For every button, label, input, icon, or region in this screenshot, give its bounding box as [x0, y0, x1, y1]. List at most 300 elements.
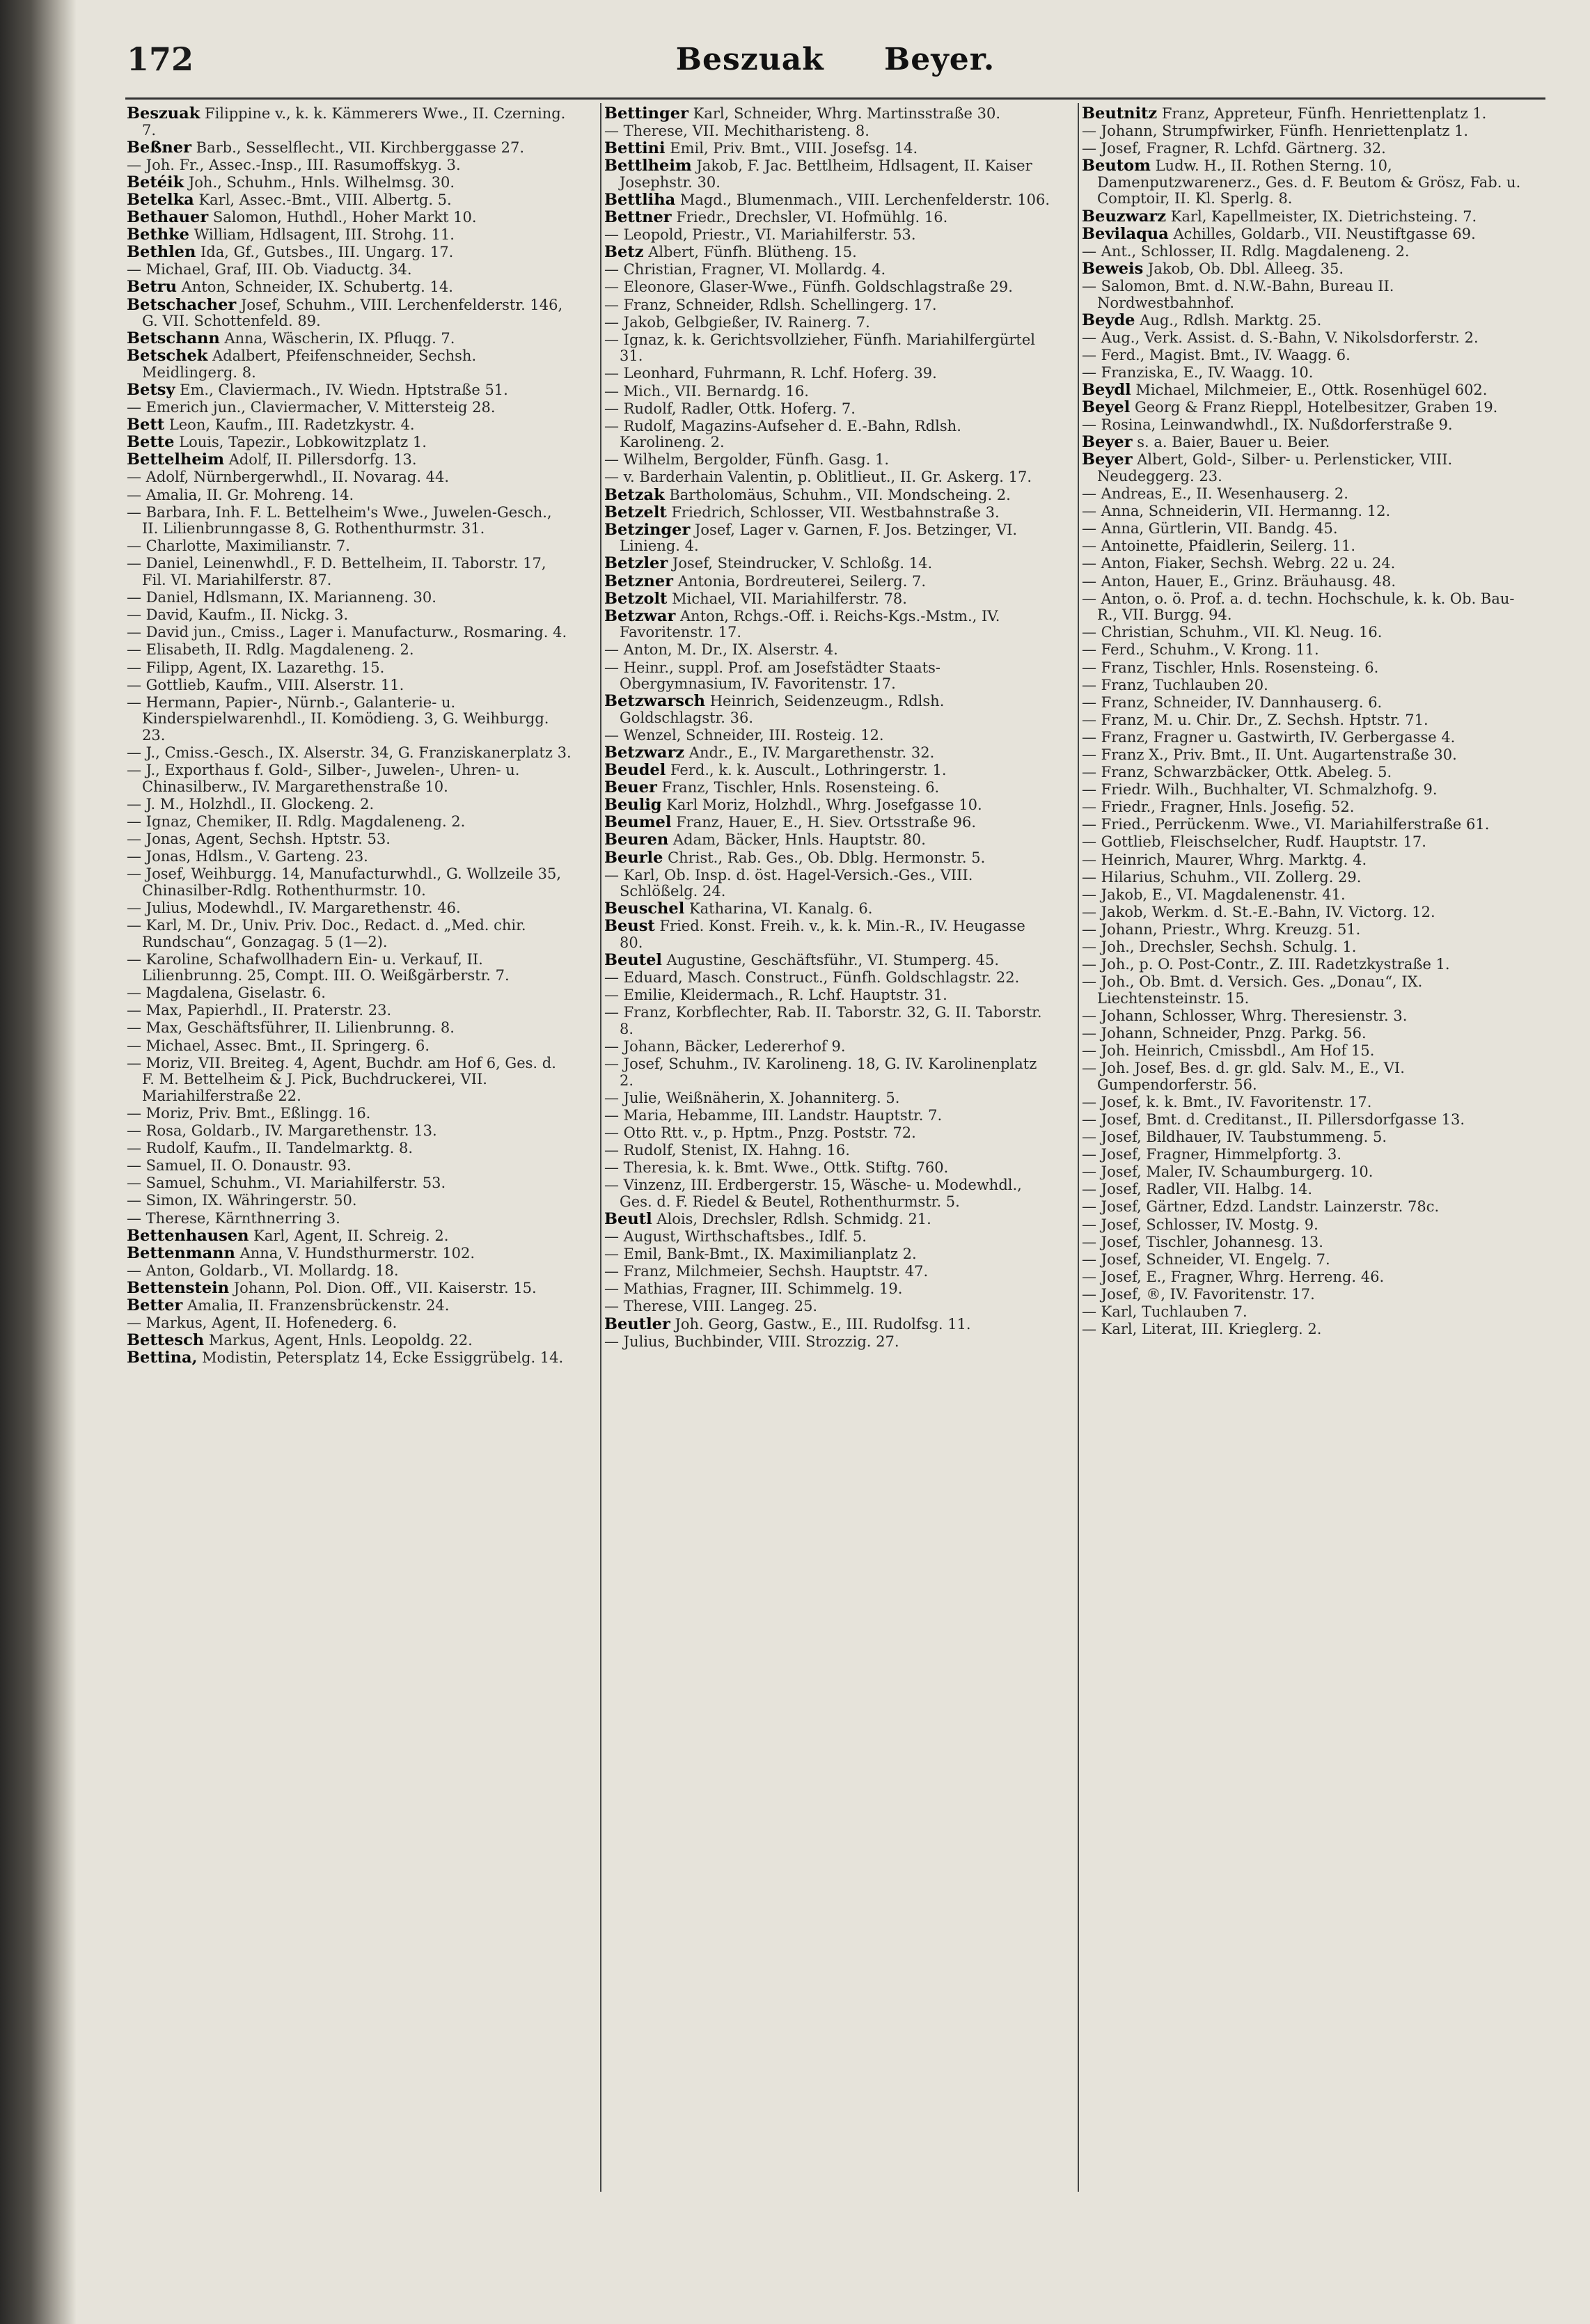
entry-surname: Bethlen: [127, 243, 196, 262]
entry-details: Adolf, II. Pillersdorfg. 13.: [228, 451, 417, 469]
directory-entry: [1082, 556, 1527, 572]
entry-details: — Josef, Fragner, Himmelpfortg. 3.: [1082, 1146, 1342, 1163]
entry-details: — Franz, Tischler, Hnls. Rosensteing. 6.: [1082, 659, 1379, 676]
entry-details: — Theresia, k. k. Bmt. Wwe., Ottk. Stiftg. 760.: [604, 1159, 949, 1177]
entry-surname: Betzwarsch: [604, 692, 706, 711]
entry-surname: Bettenstein: [127, 1278, 230, 1297]
entry-details: — Josef, Tischler, Johannesg. 13.: [1082, 1233, 1323, 1250]
entry-details: — Wilhelm, Bergolder, Fünfh. Gasg. 1.: [604, 451, 890, 469]
entry-surname: Beuzwarz: [1082, 207, 1167, 226]
entry-details: — Moriz, VII. Breiteg. 4, Agent, Buchdr. am Hof 6, Ges. d. F. M. Bettelheim & J. Pick, Buchdruckerei, VII. Mariahilferstraße 22.: [127, 1054, 556, 1104]
directory-entry: [604, 332, 1050, 365]
entry-surname: Bevilaqua: [1082, 224, 1169, 243]
directory-entry: [1082, 1094, 1527, 1111]
directory-entry: [127, 297, 572, 330]
entry-details: Ida, Gf., Gutsbes., III. Ungarg. 17.: [200, 244, 454, 261]
entry-surname: Beuer: [604, 778, 657, 797]
directory-entry: [1082, 503, 1527, 520]
entry-details: — Karl, Ob. Insp. d. öst. Hagel-Versich.-Ges., VIII. Schlößelg. 24.: [604, 866, 973, 900]
entry-details: — Friedr. Wilh., Buchhalter, VI. Schmalzhofg. 9.: [1082, 781, 1438, 799]
directory-entry: [1082, 1147, 1527, 1163]
entry-details: — Ant., Schlosser, II. Rdlg. Magdaleneng. 2.: [1082, 242, 1410, 260]
directory-entry: [604, 192, 1050, 209]
entry-details: — Maria, Hebamme, III. Landstr. Hauptstr. 7.: [604, 1106, 943, 1124]
entry-details: — Barbara, Inh. F. L. Bettelheim's Wwe., Juwelen-Gesch., II. Lilienbrunngasse 8, G. Rothenthurmstr. 31.: [127, 503, 552, 537]
directory-entry: [604, 1160, 1050, 1177]
entry-surname: Betzelt: [604, 503, 667, 521]
directory-entry: [604, 1298, 1050, 1315]
entry-details: Franz, Appreteur, Fünfh. Henriettenplatz 1.: [1161, 106, 1487, 122]
entry-surname: Betzner: [604, 572, 674, 590]
entry-details: Andr., E., IV. Margarethenstr. 32.: [688, 744, 935, 761]
directory-entry: [604, 262, 1050, 278]
entry-details: — Leonhard, Fuhrmann, R. Lchf. Hoferg. 39.: [604, 365, 937, 382]
entry-details: — Max, Geschäftsführer, II. Lilienbrunng. 8.: [127, 1019, 455, 1037]
directory-entry: [604, 106, 1050, 123]
directory-entry: [1082, 1321, 1527, 1338]
directory-entry: [1082, 313, 1527, 329]
entry-surname: Beurle: [604, 848, 663, 867]
entry-details: — Michael, Assec. Bmt., II. Springerg. 6.: [127, 1037, 430, 1054]
entry-details: — Filipp, Agent, IX. Lazarethg. 15.: [127, 659, 385, 676]
directory-entry: [604, 728, 1050, 744]
directory-entry: [604, 1143, 1050, 1159]
directory-entry: [604, 591, 1050, 608]
directory-entry: [1082, 695, 1527, 712]
directory-entry: [604, 123, 1050, 140]
entry-details: — Anton, Goldarb., VI. Mollardg. 18.: [127, 1262, 399, 1279]
directory-entry: [604, 867, 1050, 900]
entry-details: — Aug., Verk. Assist. d. S.-Bahn, V. Nikolsdorferstr. 2.: [1082, 329, 1479, 346]
directory-entry: [1082, 852, 1527, 869]
directory-entry: [1082, 1008, 1527, 1025]
directory-entry: [127, 348, 572, 381]
entry-details: — Josef, Weihburgg. 14, Manufacturwhdl., G. Wollzeile 35, Chinasilber-Rdlg. Rothenthurmstr. 10.: [127, 865, 562, 899]
directory-entry: [604, 1090, 1050, 1107]
entry-details: — Johann, Schlosser, Whrg. Theresienstr. 3.: [1082, 1007, 1408, 1024]
directory-entry: [1082, 747, 1527, 764]
directory-entry: [127, 952, 572, 984]
entry-details: — v. Barderhain Valentin, p. Oblitlieut., II. Gr. Askerg. 17.: [604, 469, 1032, 486]
directory-entry: [604, 1264, 1050, 1280]
directory-entry: [1082, 625, 1527, 641]
entry-details: — Magdalena, Giselastr. 6.: [127, 984, 326, 1002]
entry-details: — Wenzel, Schneider, III. Rosteig. 12.: [604, 726, 884, 744]
directory-entry: [127, 1243, 572, 1262]
entry-details: — Mich., VII. Bernardg. 16.: [604, 382, 809, 400]
directory-entry: [127, 1333, 572, 1349]
directory-entry: [1082, 782, 1527, 799]
entry-details: — Anna, Gürtlerin, VII. Bandg. 45.: [1082, 520, 1338, 537]
directory-entry: [127, 1123, 572, 1140]
entry-details: — Jakob, Werkm. d. St.-E.-Bahn, IV. Victorg. 12.: [1082, 903, 1435, 920]
entry-details: — Karl, Tuchlauben 7.: [1082, 1303, 1247, 1320]
entry-surname: Beyer: [1082, 433, 1133, 452]
entry-details: — Eleonore, Glaser-Wwe., Fünfh. Goldschlagstraße 29.: [604, 278, 1013, 296]
entry-surname: Better: [127, 1296, 183, 1314]
entry-details: — Josef, E., Fragner, Whrg. Herreng. 46.: [1082, 1268, 1385, 1285]
directory-entry: [1082, 642, 1527, 659]
entry-details: — Josef, k. k. Bmt., IV. Favoritenstr. 17.: [1082, 1093, 1372, 1110]
directory-entry: [1082, 1304, 1527, 1321]
directory-entry: [1082, 1217, 1527, 1234]
entry-details: — Jakob, Gelbgießer, IV. Rainerg. 7.: [604, 313, 870, 331]
directory-entry: [1082, 799, 1527, 816]
directory-entry: [1082, 278, 1527, 311]
directory-entry: [127, 1140, 572, 1157]
directory-entry: [1082, 834, 1527, 851]
directory-entry: [604, 606, 1050, 641]
directory-entry: [1082, 1287, 1527, 1303]
entry-details: — Mathias, Fragner, III. Schimmelg. 19.: [604, 1280, 903, 1298]
entry-details: William, Hdlsagent, III. Strohg. 11.: [194, 226, 455, 244]
directory-entry: [127, 814, 572, 831]
directory-entry: [127, 175, 572, 191]
directory-entry: [127, 831, 572, 848]
entry-details: — Ignaz, Chemiker, II. Rdlg. Magdaleneng. 2.: [127, 812, 466, 830]
entry-surname: Beutler: [604, 1314, 670, 1333]
entry-details: — Franz, Schneider, IV. Dannhauserg. 6.: [1082, 693, 1383, 711]
entry-details: — Josef, Radler, VII. Halbg. 14.: [1082, 1181, 1313, 1198]
entry-surname: Beuschel: [604, 900, 685, 918]
directory-entry: [1082, 922, 1527, 939]
entry-details: Georg & Franz Rieppl, Hotelbesitzer, Graben 19.: [1134, 399, 1498, 416]
entry-details: — Elisabeth, II. Rdlg. Magdaleneng. 2.: [127, 641, 414, 659]
entry-details: Anton, Schneider, IX. Schubertg. 14.: [181, 278, 453, 296]
directory-entry: [604, 384, 1050, 400]
entry-details: — Franz X., Priv. Bmt., II. Unt. Augartenstraße 30.: [1082, 746, 1457, 763]
page-number: 172: [127, 40, 194, 78]
directory-entry: [127, 140, 572, 157]
directory-entry: [127, 1106, 572, 1122]
directory-entry: [604, 1108, 1050, 1124]
entry-details: — Otto Rtt. v., p. Hptm., Pnzg. Poststr. 72.: [604, 1124, 916, 1142]
directory-entry: [127, 796, 572, 813]
directory-entry: [127, 487, 572, 504]
directory-entry: [604, 210, 1050, 226]
directory-entry: [604, 297, 1050, 314]
entry-surname: Bette: [127, 433, 175, 452]
entry-details: — Gottlieb, Kaufm., VIII. Alserstr. 11.: [127, 676, 404, 693]
directory-entry: [604, 227, 1050, 244]
entry-details: Salomon, Huthdl., Hoher Markt 10.: [212, 209, 477, 226]
directory-entry: [1082, 1269, 1527, 1286]
entry-details: Anton, Rchgs.-Off. i. Reichs-Kgs.-Mstm., IV. Favoritenstr. 17.: [620, 607, 1000, 641]
directory-entry: [1082, 817, 1527, 833]
directory-entry: [604, 815, 1050, 831]
directory-entry: [127, 1175, 572, 1192]
entry-details: Joh. Georg, Gastw., E., III. Rudolfsg. 11.: [675, 1315, 971, 1333]
entry-details: Franz, Tischler, Hnls. Rosensteing. 6.: [661, 779, 940, 796]
directory-entry: [127, 382, 572, 399]
entry-details: — Markus, Agent, II. Hofenederg. 6.: [127, 1314, 398, 1332]
entry-details: — Anna, Schneiderin, VII. Hermanng. 12.: [1082, 503, 1391, 520]
directory-entry: [604, 1281, 1050, 1298]
entry-surname: Bettinger: [604, 106, 688, 123]
entry-surname: Betsy: [127, 381, 175, 399]
entry-surname: Bettesch: [127, 1331, 205, 1350]
page-header: [125, 40, 1545, 96]
entry-details: — Antoinette, Pfaidlerin, Seilerg. 11.: [1082, 537, 1356, 555]
entry-details: — Josef, ®, IV. Favoritenstr. 17.: [1082, 1285, 1315, 1303]
directory-entry: [1082, 261, 1527, 278]
entry-details: Karl, Agent, II. Schreig. 2.: [253, 1227, 449, 1244]
entry-details: — Therese, VII. Mechitharisteng. 8.: [604, 123, 869, 140]
directory-entry: [127, 900, 572, 917]
entry-details: — Therese, VIII. Langeg. 25.: [604, 1298, 818, 1315]
entry-details: — Joh., p. O. Post-Contr., Z. III. Radetzkystraße 1.: [1082, 956, 1450, 973]
entry-details: — Emil, Bank-Bmt., IX. Maximilianplatz 2.: [604, 1246, 917, 1263]
entry-details: Josef, Schuhm., VIII. Lerchenfelderstr. 146, G. VII. Schottenfeld. 89.: [142, 296, 563, 330]
entry-details: — Christian, Schuhm., VII. Kl. Neug. 16.: [1082, 624, 1383, 641]
directory-entry: [1082, 365, 1527, 382]
directory-entry: [127, 695, 572, 744]
entry-surname: Beßner: [127, 138, 191, 157]
directory-entry: [127, 1211, 572, 1227]
directory-entry: [127, 1020, 572, 1037]
entry-details: Fried. Konst. Freih. v., k. k. Min.-R., IV. Heugasse 80.: [620, 918, 1025, 951]
entry-surname: Bethauer: [127, 208, 209, 227]
directory-entry: [127, 985, 572, 1002]
entry-details: — Franz, Schneider, Rdlsh. Schellingerg. 17.: [604, 296, 937, 313]
entry-details: — Rudolf, Magazins-Aufseher d. E.-Bahn, Rdlsh. Karolineng. 2.: [604, 417, 961, 451]
entry-details: Christ., Rab. Ges., Ob. Dblg. Hermonstr. 5.: [668, 849, 986, 866]
entry-details: Emil, Priv. Bmt., VIII. Josefsg. 14.: [670, 140, 918, 157]
entry-details: — Josef, Gärtner, Edzd. Landstr. Lainzerstr. 78c.: [1082, 1198, 1440, 1216]
directory-entry: [1082, 764, 1527, 781]
entry-details: — Josef, Fragner, R. Lchfd. Gärtnerg. 32.: [1082, 140, 1386, 157]
entry-details: — Friedr., Fragner, Hnls. Josefig. 52.: [1082, 799, 1355, 816]
entry-details: — Joh. Josef, Bes. d. gr. gld. Salv. M., E., VI. Gumpendorferstr. 56.: [1082, 1060, 1405, 1093]
directory-entry: [604, 970, 1050, 987]
entry-details: Jakob, Ob. Dbl. Alleeg. 35.: [1147, 260, 1344, 277]
entry-details: — Franz, Fragner u. Gastwirth, IV. Gerbergasse 4.: [1082, 728, 1456, 746]
directory-entry: [127, 590, 572, 606]
entry-details: — Heinrich, Maurer, Whrg. Marktg. 4.: [1082, 851, 1367, 868]
directory-entry: [1082, 957, 1527, 973]
directory-entry: [1082, 417, 1527, 434]
entry-surname: Betéik: [127, 173, 184, 191]
entry-details: — Max, Papierhdl., II. Praterstr. 23.: [127, 1002, 392, 1019]
entry-details: Franz, Hauer, E., H. Siev. Ortsstraße 96.: [676, 814, 977, 831]
directory-entry: [604, 315, 1050, 331]
directory-entry: [127, 642, 572, 659]
entry-details: Ludw. H., II. Rothen Sterng. 10, Damenputzwarenerz., Ges. d. F. Beutom & Grösz, Fab. u. Comptoir, II. Kl. Sperlg. 8.: [1097, 157, 1521, 207]
entry-details: — Samuel, II. O. Donaustr. 93.: [127, 1157, 352, 1175]
directory-entry: [1082, 660, 1527, 677]
entry-details: — Charlotte, Maximilianstr. 7.: [127, 537, 350, 555]
entry-surname: Betelka: [127, 190, 194, 209]
entry-details: — Rosina, Leinwandwhdl., IX. Nußdorferstraße 9.: [1082, 416, 1453, 434]
entry-surname: Bettliha: [604, 190, 676, 209]
column-divider: [1078, 103, 1079, 2192]
entry-details: Leon, Kaufm., III. Radetzkystr. 4.: [168, 416, 415, 434]
entry-details: — Emilie, Kleidermach., R. Lchf. Hauptstr. 31.: [604, 987, 947, 1004]
directory-entry: [604, 797, 1050, 814]
directory-entry: [127, 1315, 572, 1332]
directory-entry: [1082, 574, 1527, 590]
entry-details: — Franz, M. u. Chir. Dr., Z. Sechsh. Hptstr. 71.: [1082, 711, 1428, 728]
directory-entry: [1082, 1252, 1527, 1269]
entry-details: — Josef, Schlosser, IV. Mostg. 9.: [1082, 1216, 1319, 1233]
entry-details: Josef, Lager v. Garnen, F. Jos. Betzinger, VI. Linieng. 4.: [620, 521, 1018, 555]
entry-details: Anna, Wäscherin, IX. Pfluqg. 7.: [224, 330, 455, 347]
entry-details: — Josef, Maler, IV. Schaumburgerg. 10.: [1082, 1163, 1373, 1181]
entry-details: — Anton, o. ö. Prof. a. d. techn. Hochschule, k. k. Ob. Bau-R., VII. Burgg. 94.: [1082, 590, 1515, 624]
directory-entry: [127, 1193, 572, 1209]
entry-surname: Betschek: [127, 347, 208, 366]
entry-surname: Beydl: [1082, 381, 1131, 399]
entry-surname: Betzwar: [604, 606, 676, 625]
directory-entry: [127, 677, 572, 694]
directory-entry: [604, 401, 1050, 418]
entry-details: Filippine v., k. k. Kämmerers Wwe., II. Czerning. 7.: [142, 106, 566, 139]
entry-details: — Andreas, E., II. Wesenhauserg. 2.: [1082, 485, 1348, 503]
directory-entry: [127, 262, 572, 278]
directory-entry: [127, 556, 572, 588]
directory-entry: [1082, 1112, 1527, 1129]
directory-entry: [127, 244, 572, 261]
directory-entry: [604, 642, 1050, 659]
entry-details: — August, Wirthschaftsbes., Idlf. 5.: [604, 1228, 867, 1246]
entry-details: Michael, Milchmeier, E., Ottk. Rosenhügel 602.: [1135, 382, 1488, 398]
directory-entry: [604, 1334, 1050, 1351]
column-divider: [600, 103, 601, 2192]
entry-details: — Fried., Perrückenm. Wwe., VI. Mariahilferstraße 61.: [1082, 816, 1490, 833]
directory-entry: [127, 1228, 572, 1245]
directory-entry: [1082, 1129, 1527, 1146]
directory-entry: [604, 141, 1050, 157]
directory-entry: [604, 901, 1050, 918]
entry-details: — Leopold, Priestr., VI. Mariahilferstr. 53.: [604, 226, 916, 244]
entry-details: Joh., Schuhm., Hnls. Wilhelmsg. 30.: [188, 173, 455, 191]
directory-entry: [604, 1005, 1050, 1037]
entry-details: Karl, Schneider, Whrg. Martinsstraße 30.: [693, 106, 1000, 122]
entry-details: — Rudolf, Radler, Ottk. Hoferg. 7.: [604, 400, 856, 417]
directory-entry: [604, 762, 1050, 779]
entry-surname: Betzak: [604, 485, 665, 504]
entry-details: — J., Cmiss.-Gesch., IX. Alserstr. 34, G. Franziskanerplatz 3.: [127, 744, 572, 761]
directory-entry: [604, 574, 1050, 590]
directory-entry: [604, 366, 1050, 382]
entry-details: — Johann, Bäcker, Ledererhof 9.: [604, 1038, 846, 1055]
entry-details: — Daniel, Leinenwhdl., F. D. Bettelheim, II. Taborstr. 17, Fil. VI. Mariahilferstr. 87.: [127, 555, 546, 589]
entry-details: — Josef, Schuhm., IV. Karolineng. 18, G. IV. Karolinenplatz 2.: [604, 1055, 1037, 1089]
directory-entry: [1082, 382, 1527, 399]
directory-entry: [1082, 870, 1527, 886]
entry-details: — Simon, IX. Währingerstr. 50.: [127, 1192, 357, 1209]
entry-details: Heinrich, Seidenzeugm., Rdlsh. Goldschlagstr. 36.: [620, 693, 945, 726]
directory-entry: [604, 556, 1050, 572]
entry-details: — David jun., Cmiss., Lager i. Manufacturw., Rosmaring. 4.: [127, 624, 567, 641]
directory-entry: [127, 469, 572, 486]
entry-details: Em., Claviermach., IV. Wiedn. Hptstraße 51.: [180, 382, 508, 398]
entry-details: — Therese, Kärnthnerring 3.: [127, 1209, 340, 1227]
directory-entry: [127, 1055, 572, 1105]
entry-details: — Anton, Hauer, E., Grinz. Bräuhausg. 48.: [1082, 572, 1396, 590]
directory-entry: [604, 832, 1050, 849]
entry-details: — Daniel, Hdlsmann, IX. Marianneng. 30.: [127, 589, 436, 606]
directory-entry: [604, 1314, 1050, 1333]
directory-entry: [604, 279, 1050, 296]
entry-surname: Betru: [127, 278, 177, 297]
directory-entry: [1082, 226, 1527, 243]
entry-details: — J. M., Holzhdl., II. Glockeng. 2.: [127, 795, 375, 812]
entry-details: — Johann, Priestr., Whrg. Kreuzg. 51.: [1082, 920, 1361, 938]
entry-surname: Bett: [127, 416, 165, 434]
directory-entry: [1082, 1181, 1527, 1198]
entry-details: Johann, Pol. Dion. Off., VII. Kaiserstr. 15.: [233, 1279, 537, 1296]
directory-entry: [604, 952, 1050, 969]
directory-entry: [127, 625, 572, 641]
directory-entry: [604, 1211, 1050, 1228]
directory-entry: [1082, 521, 1527, 537]
column-3: [1082, 106, 1527, 2299]
entry-details: Karl Moriz, Holzhdl., Whrg. Josefgasse 10.: [666, 796, 982, 814]
entry-details: — Emerich jun., Claviermacher, V. Mittersteig 28.: [127, 399, 496, 416]
entry-details: — Josef, Schneider, VI. Engelg. 7.: [1082, 1250, 1330, 1268]
entry-details: Adalbert, Pfeifenschneider, Sechsh. Meidlingerg. 8.: [142, 347, 477, 381]
entry-details: Friedr., Drechsler, VI. Hofmühlg. 16.: [676, 209, 948, 226]
directory-entry: [604, 660, 1050, 693]
directory-entry: [127, 866, 572, 899]
entry-details: Achilles, Goldarb., VII. Neustiftgasse 69.: [1173, 225, 1476, 242]
directory-entry: [127, 227, 572, 244]
entry-details: — Rudolf, Stenist, IX. Hahng. 16.: [604, 1142, 850, 1159]
directory-entry: [604, 1177, 1050, 1210]
directory-entry: [1082, 712, 1527, 729]
directory-entry: [604, 418, 1050, 451]
column-2: [604, 106, 1050, 2299]
entry-details: — Ferd., Magist. Bmt., IV. Waagg. 6.: [1082, 346, 1351, 363]
directory-entry: [604, 469, 1050, 486]
directory-entry: [1082, 141, 1527, 157]
entry-surname: Bettini: [604, 139, 666, 158]
entry-surname: Beumel: [604, 813, 672, 832]
directory-entry: [1082, 106, 1527, 123]
entry-surname: Bettenhausen: [127, 1226, 249, 1245]
entry-details: — Karl, Literat, III. Krieglerg. 2.: [1082, 1321, 1322, 1338]
entry-surname: Beyde: [1082, 311, 1135, 329]
entry-details: — Samuel, Schuhm., VI. Mariahilferstr. 53.: [127, 1175, 446, 1192]
entry-details: Anna, V. Hundsthurmerstr. 102.: [239, 1244, 475, 1262]
entry-details: — Jakob, E., VI. Magdalenenstr. 41.: [1082, 886, 1346, 903]
directory-entry: [604, 918, 1050, 951]
entry-surname: Beuren: [604, 831, 669, 849]
entry-surname: Betschacher: [127, 295, 237, 314]
entry-surname: Bethke: [127, 226, 189, 244]
entry-details: — Anton, M. Dr., IX. Alserstr. 4.: [604, 641, 838, 659]
entry-surname: Betzler: [604, 554, 668, 573]
entry-surname: Betzolt: [604, 589, 668, 608]
directory-entry: [127, 157, 572, 174]
entry-details: Jakob, F. Jac. Bettlheim, Hdlsagent, II. Kaiser Josephstr. 30.: [620, 157, 1032, 191]
entry-surname: Beweis: [1082, 259, 1144, 278]
entry-details: Karl, Assec.-Bmt., VIII. Albertg. 5.: [198, 191, 452, 208]
entry-surname: Bettenmann: [127, 1243, 235, 1262]
directory-entry: [1082, 330, 1527, 347]
entry-details: — Hilarius, Schuhm., VII. Zollerg. 29.: [1082, 868, 1362, 886]
entry-details: Karl, Kapellmeister, IX. Dietrichsteing. 7.: [1170, 207, 1477, 225]
entry-details: — Christian, Fragner, VI. Mollardg. 4.: [604, 261, 886, 278]
entry-details: — Franziska, E., IV. Waagg. 10.: [1082, 363, 1314, 381]
entry-surname: Beulig: [604, 796, 662, 815]
entry-details: Michael, VII. Mariahilferstr. 78.: [672, 590, 907, 607]
directory-entry: [604, 987, 1050, 1004]
directory-entry: [604, 505, 1050, 521]
directory-entry: [1082, 887, 1527, 904]
entry-surname: Bettlheim: [604, 157, 692, 175]
